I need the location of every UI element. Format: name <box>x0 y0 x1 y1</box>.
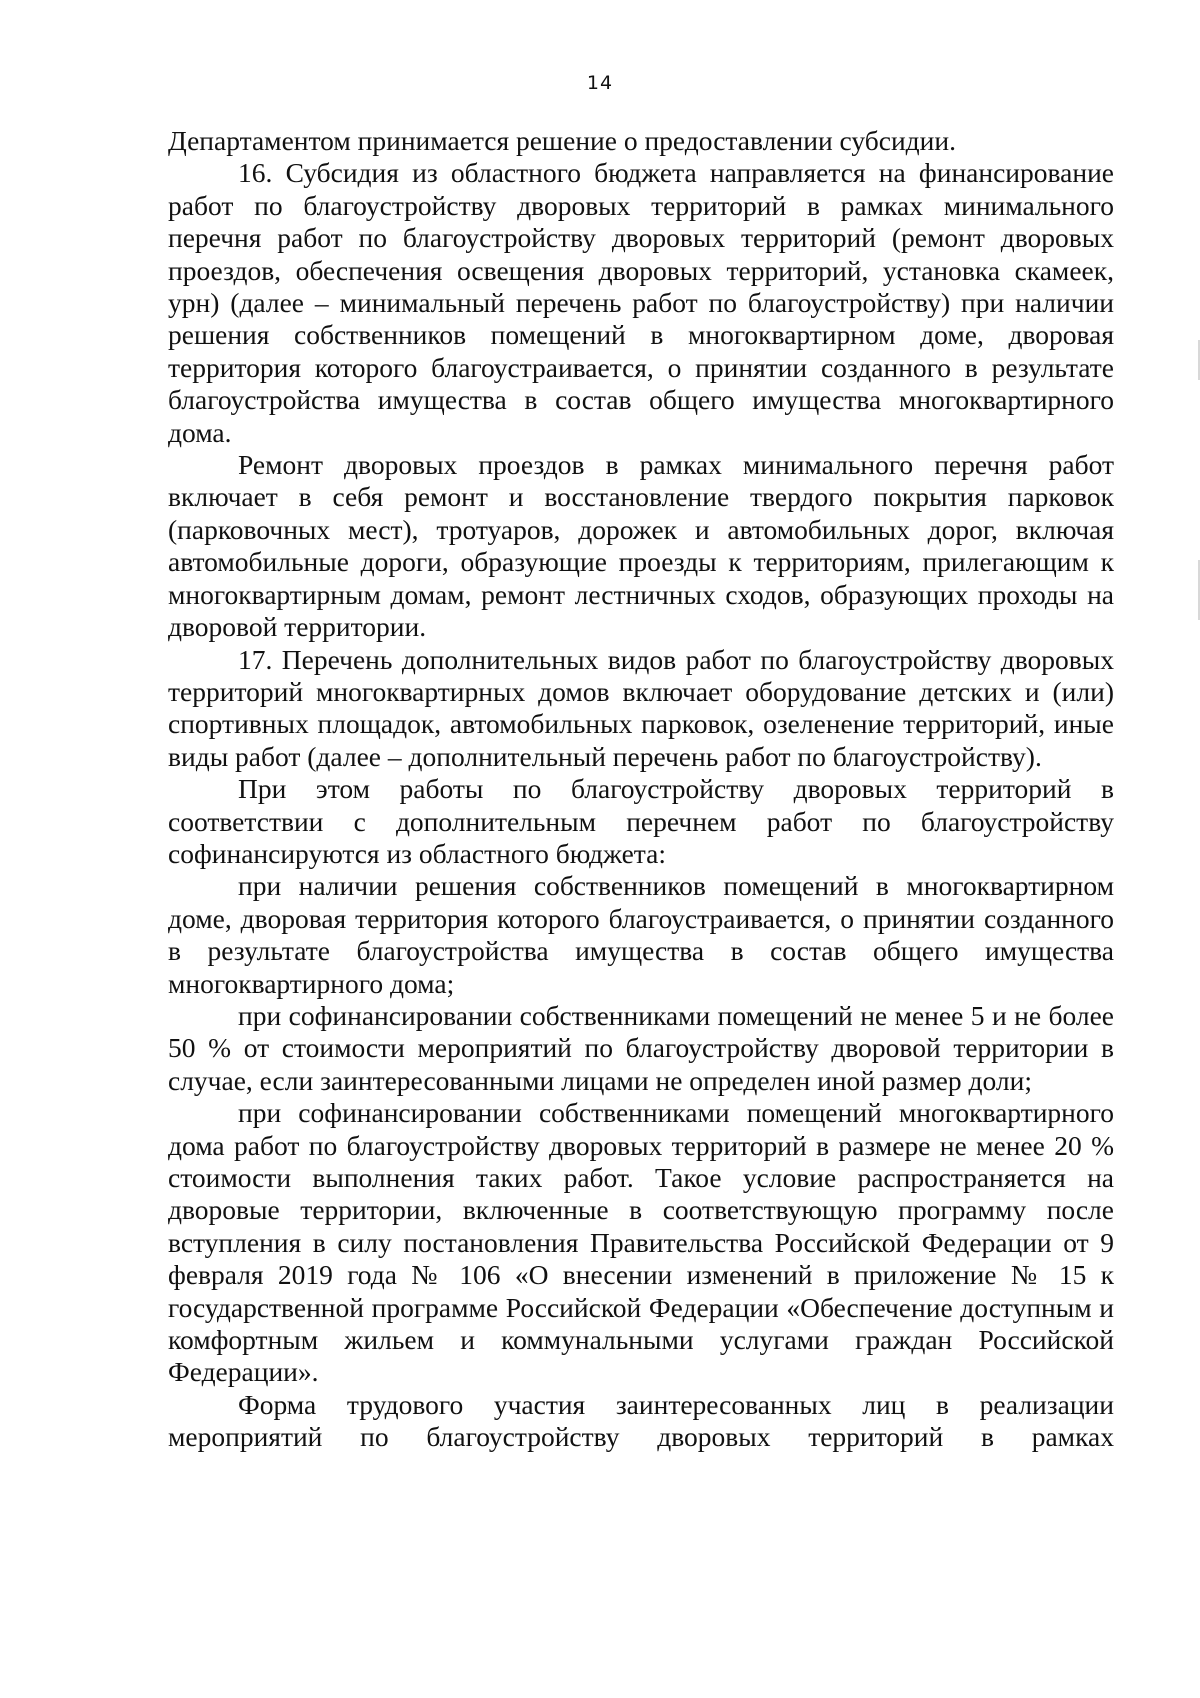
paragraph-labor-participation: Форма трудового участия заинтересованных лиц в реализации мероприятий по благоустройству дворовых территорий в рамках <box>168 1388 1114 1453</box>
paragraph-road-repair: Ремонт дворовых проездов в рамках минимального перечня работ включает в себя ремонт и восстановление твердого покрытия парковок (парковочных мест), тротуаров, дорожек и автомобильных дорог, включая автомобильные дороги, образующие проезды к территориям, прилегающим к многоквартирным домам, ремонт лестничных сходов, образующих проходы на дворовой территории. <box>168 449 1114 643</box>
paragraph-condition-decision: при наличии решения собственников помещений в многоквартирном доме, дворовая территория которого благоустраивается, о принятии созданного в результате благоустройства имущества в состав общего имущества многоквартирного дома; <box>168 870 1114 999</box>
paragraph-condition-share: при софинансировании собственниками помещений не менее 5 и не более 50 % от стоимости мероприятий по благоустройству дворовой территории в случае, если заинтересованными лицами не определен иной размер доли; <box>168 999 1114 1096</box>
paragraph-cofinancing-intro: При этом работы по благоустройству дворовых территорий в соответствии с дополнительным перечнем работ по благоустройству софинансируются из областного бюджета: <box>168 773 1114 869</box>
paragraph-item-17: 17. Перечень дополнительных видов работ по благоустройству дворовых территорий многоквартирных домов включает оборудование детских и (или) спортивных площадок, автомобильных парковок, озеленение территорий, иные виды работ (далее – дополнительный перечень работ по благоустройству). <box>168 643 1114 772</box>
paragraph-item-16: 16. Субсидия из областного бюджета направляется на финансирование работ по благоустройству дворовых территорий в рамках минимального перечня работ по благоустройству дворовых территорий (ремонт дворовых проездов, обеспечения освещения дворовых территорий, установка скамеек, урн) (далее – минимальный перечень работ по благоустройству) при наличии решения собственников помещений в многоквартирном доме, дворовая территория которого благоустраивается, о принятии созданного в результате благоустройства имущества в состав общего имущества многоквартирного дома. <box>168 157 1114 448</box>
paragraph-continuation: Департаментом принимается решение о предоставлении субсидии. <box>168 125 956 156</box>
page-number: 14 <box>586 72 614 94</box>
paragraph-condition-20-percent: при софинансировании собственниками помещений многоквартирного дома работ по благоустройству дворовых территорий в размере не менее 20 % стоимости выполнения таких работ. Такое условие распространяется на дворовые территории, включенные в соответствующую программу после вступления в силу постановления Правительства Российской Федерации от 9 февраля 2019 года № 106 «О внесении изменений в приложение № 15 к государственной программе Российской Федерации «Обеспечение доступным и комфортным жильем и коммунальными услугами граждан Российской Федерации». <box>168 1097 1114 1388</box>
document-body <box>168 125 1114 1454</box>
